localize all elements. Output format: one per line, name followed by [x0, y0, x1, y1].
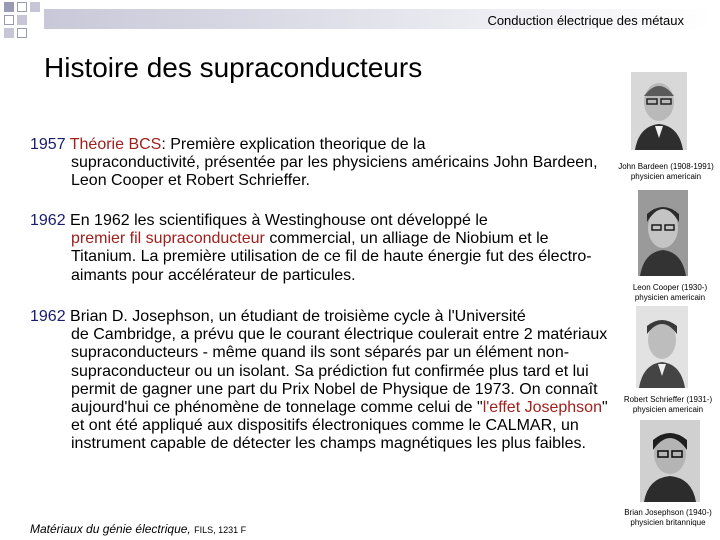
entry-body-text: de Cambridge, a prévu que le courant électrique coulerait entre 2 matériaux supraconducteurs - même quand ils sont séparés par un élément non-supraconducteur ou un isolant. Sa prédiction fut confirmée plus tard et lui permit de gagner une part du Prix Nobel de Physique de 1973. On connaît aujourd'hui ce phénomène de tonnelage comme celui de ": [71, 326, 608, 417]
entry-body-text: commercial, un alliage de Niobium et le Titanium. La première utilisation de ce fil de haute énergie fut des électro-aimants pour accélérateur de particules.: [71, 230, 592, 284]
entry-highlight: l'effet Josephson: [482, 399, 602, 417]
entry-1962-josephson: [30, 308, 615, 454]
portrait-bardeen-image: [631, 72, 687, 150]
caption-name: Leon Cooper (1930-): [632, 283, 708, 292]
caption-role: physicien americain: [632, 405, 704, 414]
slide-title: Histoire des supraconducteurs: [44, 52, 423, 83]
entry-text: En 1962 les scientifiques à Westinghouse ont développé le: [65, 212, 488, 229]
entry-year: 1957: [30, 136, 66, 153]
footer-code: FILS, 1231 F: [194, 525, 247, 535]
caption-bardeen: [614, 162, 718, 182]
footer-course: Matériaux du génie électrique,: [30, 522, 195, 536]
entry-first-line: [30, 308, 615, 326]
entry-text: : Première explication theorique de la: [161, 136, 426, 153]
caption-name: Robert Schrieffer (1931-): [623, 395, 713, 404]
entry-body: supraconductivité, présentée par les physiciens américains John Bardeen, Leon Cooper et Robert Schrieffer.: [71, 154, 598, 190]
header-title: Conduction électrique des métaux: [487, 13, 684, 28]
portrait-bardeen: [631, 72, 687, 150]
entry-body-text-end: " et ont été appliqué aux dispositifs électroniques comme le CALMAR, un instrument capable de détecter les champs magnétiques les plus faibles.: [71, 399, 608, 453]
caption-schrieffer: [618, 395, 718, 415]
caption-name: Brian Josephson (1940-): [624, 508, 712, 517]
entry-1962-westinghouse: [30, 212, 615, 285]
caption-josephson: [618, 508, 718, 528]
caption-cooper: [622, 283, 718, 303]
entry-year: 1962: [30, 212, 66, 229]
entry-highlight: Théorie BCS: [69, 136, 162, 153]
entry-text: Brian D. Josephson, un étudiant de troisième cycle à l'Université: [65, 308, 526, 325]
entry-body: [30, 230, 615, 285]
footer: [30, 522, 246, 536]
portrait-schrieffer: [636, 306, 688, 388]
entry-first-line: [30, 212, 615, 230]
portrait-cooper: [638, 190, 688, 276]
portrait-josephson-image: [640, 420, 700, 502]
entry-year: 1962: [30, 308, 66, 325]
entry-1957-bcs: [30, 136, 615, 191]
entry-first-line: [30, 136, 615, 154]
portrait-schrieffer-image: [636, 306, 688, 388]
caption-name: John Bardeen (1908-1991): [618, 162, 714, 171]
portrait-cooper-image: [638, 190, 688, 276]
entry-body: [30, 326, 615, 453]
caption-role: physicien britannique: [630, 518, 706, 527]
portrait-josephson: [640, 420, 700, 502]
caption-role: physicien americain: [634, 293, 706, 302]
caption-role: physicien americain: [630, 172, 702, 181]
entry-highlight: premier fil supraconducteur: [71, 230, 265, 248]
